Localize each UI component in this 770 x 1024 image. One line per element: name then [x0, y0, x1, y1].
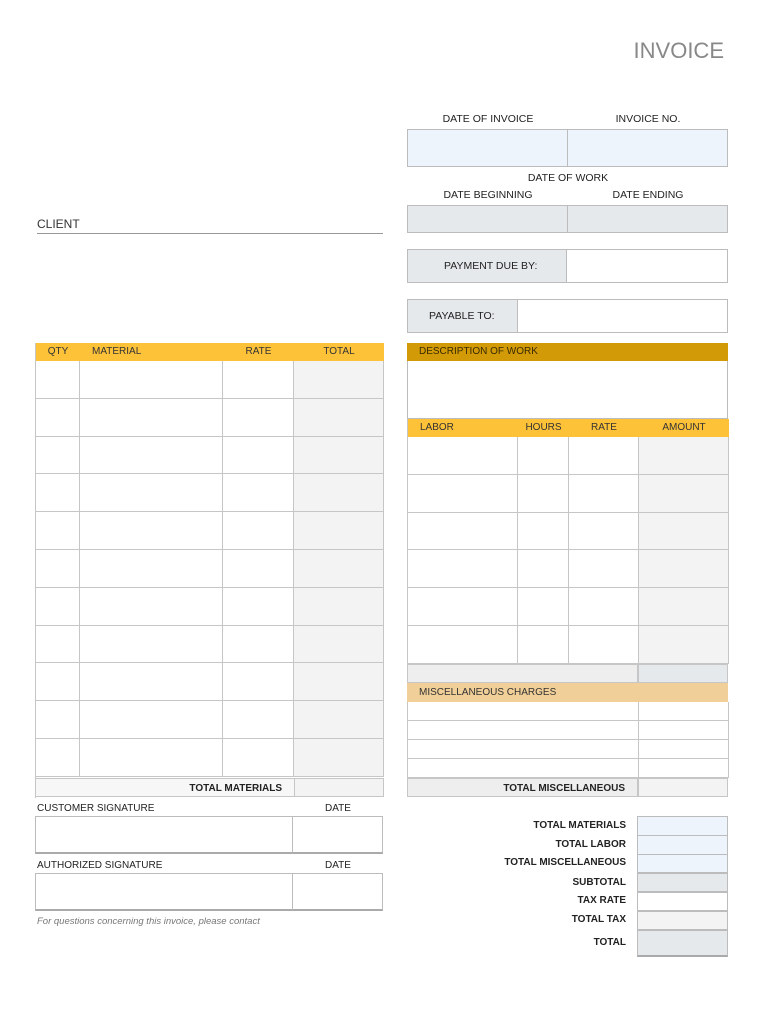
total-materials-label: TOTAL MATERIALS	[36, 778, 294, 797]
labor-table	[407, 419, 728, 683]
summary-tax-rate-field[interactable]	[637, 892, 728, 911]
customer-signature-date-label: DATE	[325, 803, 351, 814]
materials-table	[35, 343, 383, 798]
client-label: CLIENT	[37, 217, 80, 231]
mat-cell[interactable]	[80, 663, 223, 701]
summary-subtotal-label: SUBTOTAL	[572, 877, 626, 888]
authorized-signature-date-field[interactable]	[292, 873, 383, 911]
labor-cell[interactable]	[518, 513, 569, 551]
payment-due-by-label-box	[407, 249, 567, 283]
labor-col-rate: RATE	[569, 419, 639, 437]
total-materials-field[interactable]	[294, 778, 384, 797]
labor-cell[interactable]	[569, 588, 639, 626]
summary-subtotal-field[interactable]	[637, 873, 728, 892]
labor-cell[interactable]	[518, 437, 569, 475]
mat-cell[interactable]	[80, 361, 223, 399]
labor-cell[interactable]	[569, 475, 639, 513]
customer-signature-date-field[interactable]	[292, 816, 383, 854]
mat-cell[interactable]	[36, 512, 80, 550]
summary-total-field[interactable]	[637, 930, 728, 957]
date-of-invoice-field[interactable]	[407, 129, 568, 167]
labor-col-hours: HOURS	[518, 419, 569, 437]
labor-cell[interactable]	[639, 437, 729, 475]
misc-charge-cell[interactable]	[639, 759, 729, 778]
summary-total-materials-label: TOTAL MATERIALS	[533, 820, 626, 831]
labor-cell[interactable]	[408, 550, 518, 588]
materials-col-total: TOTAL	[294, 343, 384, 361]
mat-cell[interactable]	[36, 663, 80, 701]
total-labor-field[interactable]	[638, 664, 728, 683]
labor-cell[interactable]	[518, 588, 569, 626]
summary-tax-rate-label: TAX RATE	[577, 895, 626, 906]
total-labor-label	[407, 664, 638, 683]
mat-cell[interactable]	[223, 437, 294, 475]
summary-total-misc-field[interactable]	[637, 854, 728, 873]
mat-cell[interactable]	[294, 361, 384, 399]
payable-to-label: PAYABLE TO:	[429, 310, 495, 322]
misc-charge-cell[interactable]	[639, 721, 729, 740]
mat-cell[interactable]	[294, 550, 384, 588]
labor-cell[interactable]	[639, 588, 729, 626]
description-of-work-header	[407, 343, 728, 361]
labor-cell[interactable]	[569, 550, 639, 588]
misc-charge-cell[interactable]	[408, 740, 639, 759]
materials-col-material: MATERIAL	[80, 343, 223, 361]
authorized-signature-label: AUTHORIZED SIGNATURE	[37, 860, 163, 871]
footer-note: For questions concerning this invoice, please contact	[37, 916, 260, 927]
mat-cell[interactable]	[36, 437, 80, 475]
labor-cell[interactable]	[569, 626, 639, 664]
date-beginning-label: DATE BEGINNING	[443, 189, 533, 201]
mat-cell[interactable]	[223, 739, 294, 777]
invoice-title: INVOICE	[633, 38, 724, 63]
mat-cell[interactable]	[294, 474, 384, 512]
payment-due-by-field[interactable]	[566, 249, 728, 283]
mat-cell[interactable]	[294, 701, 384, 739]
mat-cell[interactable]	[294, 626, 384, 664]
mat-cell[interactable]	[80, 550, 223, 588]
misc-charges-label: MISCELLANEOUS CHARGES	[419, 687, 557, 698]
date-ending-label: DATE ENDING	[612, 189, 684, 201]
mat-cell[interactable]	[36, 361, 80, 399]
mat-cell[interactable]	[36, 399, 80, 437]
mat-cell[interactable]	[36, 588, 80, 626]
description-of-work-label: DESCRIPTION OF WORK	[419, 346, 538, 357]
payable-to-field[interactable]	[517, 299, 728, 333]
client-details-area[interactable]	[37, 236, 383, 332]
mat-cell[interactable]	[80, 701, 223, 739]
summary-total-tax-label: TOTAL TAX	[571, 914, 626, 925]
mat-cell[interactable]	[36, 550, 80, 588]
labor-cell[interactable]	[408, 626, 518, 664]
labor-cell[interactable]	[408, 437, 518, 475]
labor-cell[interactable]	[408, 513, 518, 551]
summary-total-labor-field[interactable]	[637, 835, 728, 855]
customer-signature-field[interactable]	[35, 816, 293, 854]
mat-cell[interactable]	[36, 739, 80, 777]
materials-col-qty: QTY	[36, 343, 80, 361]
summary-total-misc-label: TOTAL MISCELLANEOUS	[504, 857, 626, 868]
labor-col-labor: LABOR	[408, 419, 518, 437]
summary-total-labor-label: TOTAL LABOR	[555, 839, 626, 850]
total-misc-field[interactable]	[638, 778, 728, 797]
labor-col-amount: AMOUNT	[639, 419, 729, 437]
mat-cell[interactable]	[223, 663, 294, 701]
date-of-invoice-label: DATE OF INVOICE	[442, 113, 534, 125]
labor-cell[interactable]	[569, 513, 639, 551]
mat-cell[interactable]	[294, 399, 384, 437]
mat-cell[interactable]	[223, 361, 294, 399]
authorized-signature-date-label: DATE	[325, 860, 351, 871]
mat-cell[interactable]	[294, 437, 384, 475]
misc-charges-header	[407, 683, 728, 702]
mat-cell[interactable]	[223, 701, 294, 739]
customer-signature-label: CUSTOMER SIGNATURE	[37, 803, 155, 814]
labor-cell[interactable]	[408, 588, 518, 626]
invoice-no-label: INVOICE NO.	[615, 113, 681, 125]
labor-cell[interactable]	[518, 475, 569, 513]
date-of-work-label: DATE OF WORK	[527, 172, 609, 184]
labor-cell[interactable]	[569, 437, 639, 475]
labor-cell[interactable]	[639, 475, 729, 513]
labor-cell[interactable]	[639, 626, 729, 664]
misc-rows	[407, 702, 728, 778]
mat-cell[interactable]	[80, 512, 223, 550]
mat-cell[interactable]	[36, 701, 80, 739]
mat-cell[interactable]	[294, 739, 384, 777]
payable-to-label-box	[407, 299, 518, 333]
authorized-signature-field[interactable]	[35, 873, 293, 911]
labor-cell[interactable]	[408, 475, 518, 513]
client-header	[37, 215, 383, 234]
mat-cell[interactable]	[80, 474, 223, 512]
misc-charge-cell[interactable]	[408, 721, 639, 740]
labor-cell[interactable]	[518, 626, 569, 664]
mat-cell[interactable]	[294, 588, 384, 626]
total-misc-label: TOTAL MISCELLANEOUS	[407, 778, 638, 797]
labor-cell[interactable]	[639, 550, 729, 588]
date-beginning-field[interactable]	[407, 205, 568, 233]
materials-col-rate: RATE	[223, 343, 294, 361]
mat-cell[interactable]	[223, 399, 294, 437]
mat-cell[interactable]	[223, 550, 294, 588]
misc-charge-cell[interactable]	[639, 702, 729, 721]
summary-total-label: TOTAL	[593, 937, 626, 948]
mat-cell[interactable]	[80, 588, 223, 626]
mat-cell[interactable]	[294, 663, 384, 701]
payment-due-by-label: PAYMENT DUE BY:	[444, 260, 538, 272]
summary-total-tax-field[interactable]	[637, 911, 728, 930]
labor-cell[interactable]	[518, 550, 569, 588]
mat-cell[interactable]	[36, 626, 80, 664]
mat-cell[interactable]	[223, 588, 294, 626]
summary-total-materials-field[interactable]	[637, 816, 728, 836]
mat-cell[interactable]	[80, 626, 223, 664]
invoice-no-field[interactable]	[567, 129, 728, 167]
mat-cell[interactable]	[223, 626, 294, 664]
description-of-work-field[interactable]	[407, 361, 728, 419]
misc-charge-cell[interactable]	[408, 759, 639, 778]
mat-cell[interactable]	[223, 474, 294, 512]
misc-charge-cell[interactable]	[639, 740, 729, 759]
mat-cell[interactable]	[294, 512, 384, 550]
mat-cell[interactable]	[80, 739, 223, 777]
mat-cell[interactable]	[223, 512, 294, 550]
mat-cell[interactable]	[80, 437, 223, 475]
misc-charge-cell[interactable]	[408, 702, 639, 721]
mat-cell[interactable]	[80, 399, 223, 437]
labor-cell[interactable]	[639, 513, 729, 551]
mat-cell[interactable]	[36, 474, 80, 512]
date-ending-field[interactable]	[567, 205, 728, 233]
